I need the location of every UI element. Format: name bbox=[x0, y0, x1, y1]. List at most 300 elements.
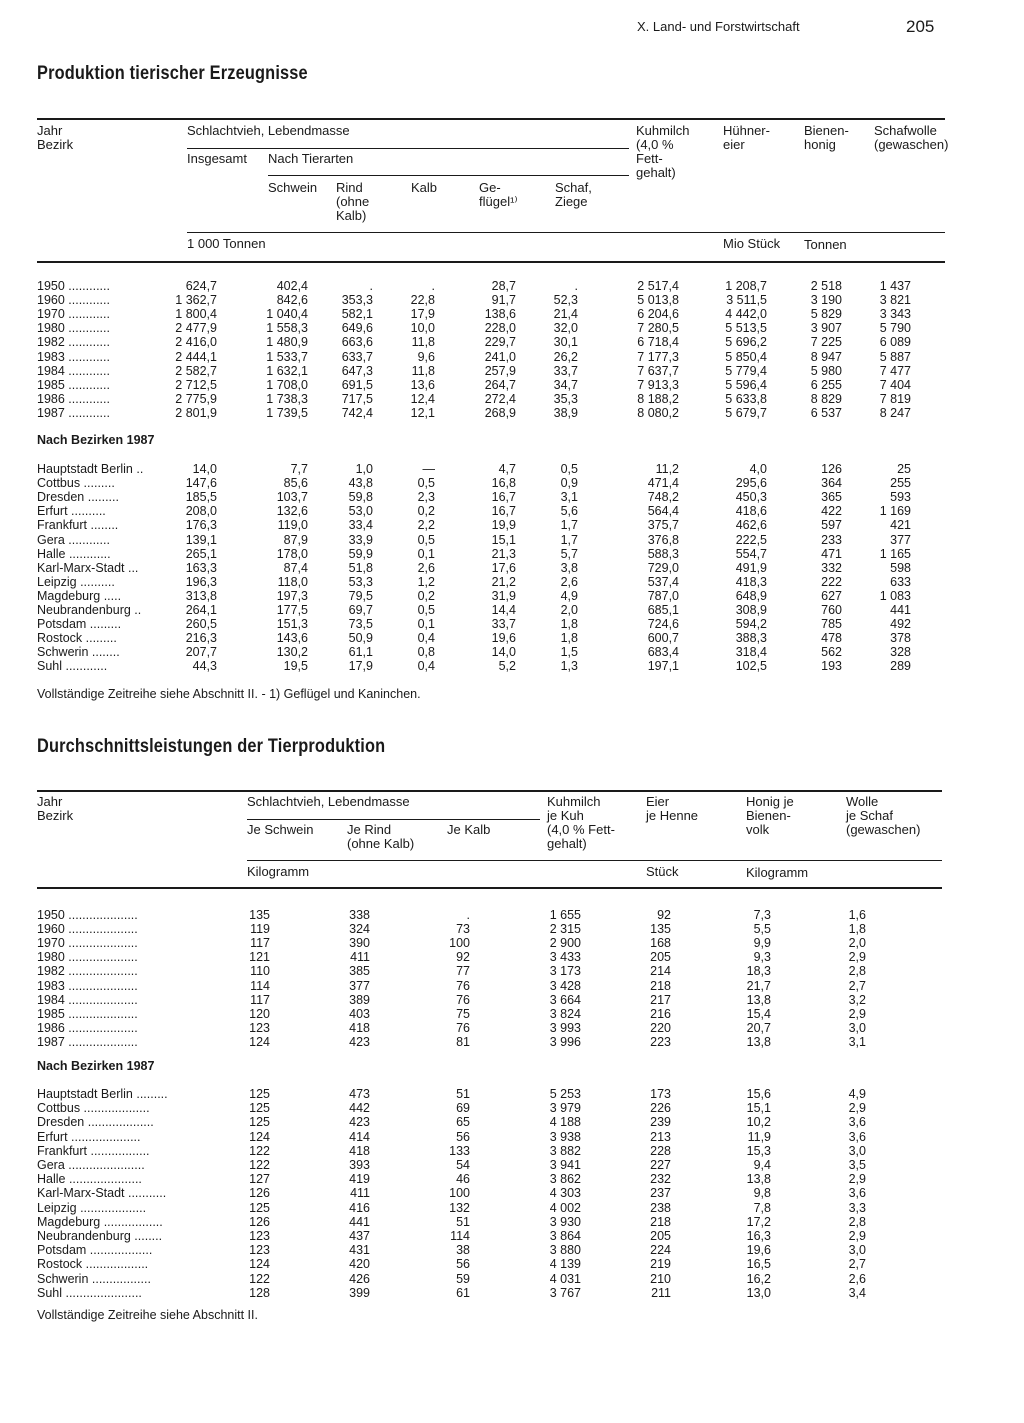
cell-value: 3 428 bbox=[549, 978, 581, 993]
cell-value: 1,8 bbox=[848, 922, 866, 937]
cell-value: 3,6 bbox=[848, 1115, 866, 1130]
cell-value: 416 bbox=[349, 1200, 370, 1215]
cell-value: 462,6 bbox=[735, 518, 767, 533]
table-row bbox=[37, 1243, 987, 1257]
row-label: Cottbus ......... bbox=[37, 476, 115, 491]
cell-value: 135 bbox=[650, 922, 671, 937]
t2-header-schlachtvieh: Schlachtvieh, Lebendmasse bbox=[247, 794, 410, 809]
cell-value: 35,3 bbox=[553, 391, 578, 406]
cell-value: 34,7 bbox=[553, 377, 578, 392]
cell-value: 3,5 bbox=[848, 1158, 866, 1172]
row-label: Leipzig ................... bbox=[37, 1200, 147, 1215]
cell-value: 228,0 bbox=[484, 321, 516, 336]
t2-rule-units-bottom bbox=[37, 887, 942, 889]
cell-value: 4,9 bbox=[560, 588, 578, 603]
cell-value: 76 bbox=[456, 978, 470, 993]
table-row bbox=[37, 279, 987, 293]
cell-value: 38,9 bbox=[553, 405, 578, 420]
cell-value: 122 bbox=[249, 1271, 270, 1286]
cell-value: 13,8 bbox=[746, 1034, 771, 1049]
cell-value: 2 315 bbox=[549, 922, 581, 937]
row-label: Dresden ................... bbox=[37, 1115, 154, 1130]
t1-unit-tonnen2: Tonnen bbox=[804, 237, 847, 252]
cell-value: 26,2 bbox=[553, 349, 578, 364]
cell-value: — bbox=[422, 462, 435, 476]
cell-value: 338 bbox=[349, 908, 370, 922]
cell-value: 17,9 bbox=[348, 659, 373, 674]
cell-value: 3 864 bbox=[549, 1229, 581, 1243]
cell-value: 130,2 bbox=[276, 645, 308, 660]
cell-value: 364 bbox=[821, 476, 842, 491]
t2-rule-schlachtvieh bbox=[247, 819, 540, 820]
cell-value: 51,8 bbox=[348, 560, 373, 575]
table-row bbox=[37, 1286, 987, 1300]
cell-value: 13,0 bbox=[746, 1285, 771, 1300]
cell-value: 69,7 bbox=[348, 603, 373, 617]
cell-value: 3,6 bbox=[848, 1186, 866, 1201]
cell-value: 1,8 bbox=[560, 617, 578, 632]
cell-value: 0,2 bbox=[417, 504, 435, 519]
cell-value: 2 477,9 bbox=[175, 321, 217, 336]
cell-value: 15,6 bbox=[746, 1087, 771, 1101]
row-label: Hauptstadt Berlin .. bbox=[37, 462, 144, 476]
cell-value: 3 511,5 bbox=[726, 293, 767, 308]
cell-value: 1 437 bbox=[879, 279, 911, 293]
table-row bbox=[37, 1215, 987, 1229]
row-label: Magdeburg ................. bbox=[37, 1214, 163, 1229]
cell-value: 627 bbox=[821, 588, 842, 603]
cell-value: 59,8 bbox=[348, 490, 373, 505]
row-label: 1950 .................... bbox=[37, 908, 138, 922]
cell-value: 3,1 bbox=[848, 1034, 866, 1049]
cell-value: 1 362,7 bbox=[175, 293, 217, 308]
cell-value: 2 444,1 bbox=[175, 349, 217, 364]
cell-value: 9,6 bbox=[417, 349, 435, 364]
row-label: 1960 ............ bbox=[37, 293, 110, 308]
cell-value: 422 bbox=[821, 504, 842, 519]
cell-value: 12,4 bbox=[410, 391, 435, 406]
table-row bbox=[37, 1158, 987, 1172]
cell-value: 4 442,0 bbox=[725, 307, 767, 322]
cell-value: 51 bbox=[456, 1087, 470, 1101]
table-row bbox=[37, 1186, 987, 1200]
cell-value: 125 bbox=[249, 1087, 270, 1101]
cell-value: 3 433 bbox=[549, 950, 581, 965]
cell-value: 100 bbox=[449, 1186, 470, 1201]
table-row bbox=[37, 659, 987, 673]
cell-value: 0,5 bbox=[560, 462, 578, 476]
cell-value: 21,2 bbox=[491, 574, 516, 589]
table-row bbox=[37, 392, 987, 406]
cell-value: 237 bbox=[650, 1186, 671, 1201]
cell-value: 185,5 bbox=[185, 490, 217, 505]
row-label: 1982 ............ bbox=[37, 335, 110, 350]
cell-value: 3 767 bbox=[549, 1285, 581, 1300]
cell-value: 125 bbox=[249, 1115, 270, 1130]
cell-value: 564,4 bbox=[647, 504, 679, 519]
cell-value: 1,8 bbox=[560, 631, 578, 646]
cell-value: 1 632,1 bbox=[266, 363, 308, 378]
t2-unit-kg2: Kilogramm bbox=[746, 865, 809, 880]
cell-value: 197,1 bbox=[647, 659, 679, 674]
cell-value: 4 031 bbox=[549, 1271, 581, 1286]
cell-value: 648,9 bbox=[735, 588, 767, 603]
cell-value: 16,7 bbox=[491, 490, 516, 505]
cell-value: 318,4 bbox=[735, 645, 767, 660]
cell-value: 11,2 bbox=[655, 462, 679, 476]
cell-value: 128 bbox=[249, 1285, 270, 1300]
row-label: Suhl ...................... bbox=[37, 1285, 142, 1300]
t1-unit-tonnen: 1 000 Tonnen bbox=[187, 236, 266, 251]
page-number: 205 bbox=[906, 17, 935, 36]
row-label: Gera ............ bbox=[37, 532, 110, 547]
table-row bbox=[37, 476, 987, 490]
cell-value: 663,6 bbox=[341, 335, 373, 350]
cell-value: 73 bbox=[456, 922, 470, 937]
cell-value: 122 bbox=[249, 1158, 270, 1172]
cell-value: 2 582,7 bbox=[175, 363, 217, 378]
cell-value: 4 139 bbox=[549, 1257, 581, 1272]
cell-value: 7,3 bbox=[753, 908, 771, 922]
cell-value: 76 bbox=[456, 992, 470, 1007]
cell-value: 11,8 bbox=[411, 335, 435, 350]
cell-value: 0,5 bbox=[417, 532, 435, 547]
t2-header-eier: Eier je Henne bbox=[646, 794, 699, 823]
cell-value: 426 bbox=[349, 1271, 370, 1286]
cell-value: 1 083 bbox=[879, 588, 911, 603]
cell-value: 32,0 bbox=[553, 321, 578, 336]
table-row bbox=[37, 964, 987, 978]
t1-header-gefluegel: Ge- flügel¹⁾ bbox=[479, 180, 518, 209]
cell-value: 16,3 bbox=[746, 1229, 771, 1243]
cell-value: 193 bbox=[821, 659, 842, 674]
cell-value: 16,5 bbox=[746, 1257, 771, 1272]
cell-value: 377 bbox=[349, 978, 370, 993]
cell-value: 61,1 bbox=[348, 645, 373, 660]
row-label: Potsdam ......... bbox=[37, 617, 122, 632]
cell-value: 7 819 bbox=[879, 391, 911, 406]
table-row bbox=[37, 1272, 987, 1286]
cell-value: 7 477 bbox=[879, 363, 911, 378]
t1-header-huehnereier: Hühner- eier bbox=[723, 123, 770, 152]
table-row bbox=[37, 518, 987, 532]
cell-value: 52,3 bbox=[553, 293, 578, 308]
cell-value: 5 696,2 bbox=[725, 335, 767, 350]
cell-value: 114 bbox=[450, 1229, 470, 1243]
cell-value: 232 bbox=[650, 1172, 671, 1187]
cell-value: 2,6 bbox=[848, 1271, 866, 1286]
table-row bbox=[37, 504, 987, 518]
cell-value: 4,7 bbox=[498, 462, 516, 476]
cell-value: 5 779,4 bbox=[725, 363, 767, 378]
cell-value: 420 bbox=[349, 1257, 370, 1272]
cell-value: 213 bbox=[650, 1129, 671, 1144]
row-label: Magdeburg ..... bbox=[37, 588, 122, 603]
cell-value: 554,7 bbox=[735, 546, 767, 561]
cell-value: 233 bbox=[821, 532, 842, 547]
cell-value: 2 517,4 bbox=[637, 279, 679, 293]
cell-value: 2,7 bbox=[848, 978, 866, 993]
cell-value: 77 bbox=[456, 964, 470, 979]
cell-value: 59,9 bbox=[348, 546, 373, 561]
cell-value: 33,7 bbox=[491, 617, 516, 632]
cell-value: 353,3 bbox=[341, 293, 373, 308]
cell-value: 125 bbox=[249, 1200, 270, 1215]
t1-rule-schlachtvieh bbox=[187, 148, 629, 149]
cell-value: 168 bbox=[650, 936, 671, 951]
cell-value: 219 bbox=[650, 1257, 671, 1272]
cell-value: 15,1 bbox=[491, 532, 516, 547]
cell-value: 31,9 bbox=[491, 588, 516, 603]
cell-value: 15,4 bbox=[746, 1006, 771, 1021]
cell-value: 377 bbox=[890, 532, 911, 547]
cell-value: 2,9 bbox=[848, 1229, 866, 1243]
cell-value: 7 177,3 bbox=[637, 349, 679, 364]
cell-value: 0,2 bbox=[417, 588, 435, 603]
cell-value: 61 bbox=[456, 1285, 470, 1300]
cell-value: 3 862 bbox=[549, 1172, 581, 1187]
t2-header-je-schwein: Je Schwein bbox=[247, 822, 314, 837]
cell-value: 143,6 bbox=[276, 631, 308, 646]
cell-value: 81 bbox=[456, 1034, 470, 1049]
t1-header-jahr: Jahr Bezirk bbox=[37, 123, 74, 152]
cell-value: 1 533,7 bbox=[266, 349, 308, 364]
cell-value: 56 bbox=[456, 1129, 470, 1144]
cell-value: 375,7 bbox=[647, 518, 679, 533]
cell-value: 365 bbox=[821, 490, 842, 505]
table-row bbox=[37, 561, 987, 575]
cell-value: 1,2 bbox=[417, 574, 435, 589]
cell-value: 5 980 bbox=[810, 363, 842, 378]
table-row bbox=[37, 293, 987, 307]
cell-value: 289 bbox=[890, 659, 911, 674]
cell-value: 8 080,2 bbox=[637, 405, 679, 420]
table-row bbox=[37, 1021, 987, 1035]
cell-value: 5,7 bbox=[560, 546, 578, 561]
cell-value: 123 bbox=[249, 1020, 270, 1035]
row-label: 1985 .................... bbox=[37, 1006, 138, 1021]
cell-value: 92 bbox=[657, 908, 671, 922]
cell-value: 9,9 bbox=[753, 936, 771, 951]
cell-value: 16,7 bbox=[491, 504, 516, 519]
cell-value: 5,6 bbox=[560, 504, 578, 519]
cell-value: 5,5 bbox=[753, 922, 771, 937]
cell-value: 3,3 bbox=[848, 1200, 866, 1215]
table-row bbox=[37, 364, 987, 378]
cell-value: 118,0 bbox=[277, 574, 308, 589]
cell-value: 197,3 bbox=[276, 588, 308, 603]
cell-value: 214 bbox=[650, 964, 671, 979]
row-label: Halle ............ bbox=[37, 546, 111, 561]
cell-value: 1 800,4 bbox=[175, 307, 217, 322]
row-label: 1970 .................... bbox=[37, 936, 138, 951]
cell-value: 441 bbox=[349, 1214, 370, 1229]
cell-value: 10,0 bbox=[410, 321, 435, 336]
cell-value: 1,7 bbox=[560, 518, 578, 533]
cell-value: 216 bbox=[650, 1006, 671, 1021]
table2-title: Durchschnittsleistungen der Tierproduktion bbox=[37, 736, 386, 757]
cell-value: 0,1 bbox=[417, 546, 435, 561]
cell-value: 1 558,3 bbox=[266, 321, 308, 336]
row-label: Leipzig .......... bbox=[37, 574, 115, 589]
cell-value: 177,5 bbox=[276, 603, 308, 617]
cell-value: 135 bbox=[249, 908, 270, 922]
cell-value: 196,3 bbox=[185, 574, 217, 589]
cell-value: 147,6 bbox=[185, 476, 217, 491]
cell-value: 2 900 bbox=[549, 936, 581, 951]
cell-value: 5,2 bbox=[498, 659, 516, 674]
cell-value: 257,9 bbox=[484, 363, 516, 378]
cell-value: 4 002 bbox=[549, 1200, 581, 1215]
cell-value: 423 bbox=[349, 1115, 370, 1130]
cell-value: 25 bbox=[897, 462, 911, 476]
row-label: Hauptstadt Berlin ......... bbox=[37, 1087, 168, 1101]
cell-value: 3,8 bbox=[560, 560, 578, 575]
t1-rule-tierarten bbox=[268, 175, 629, 176]
cell-value: 402,4 bbox=[276, 279, 308, 293]
cell-value: 7 225 bbox=[810, 335, 842, 350]
cell-value: 122 bbox=[249, 1143, 270, 1158]
table-row bbox=[37, 307, 987, 321]
cell-value: 220 bbox=[650, 1020, 671, 1035]
cell-value: 598 bbox=[890, 560, 911, 575]
table-row bbox=[37, 993, 987, 1007]
cell-value: 205 bbox=[650, 1229, 671, 1243]
cell-value: 717,5 bbox=[341, 391, 373, 406]
cell-value: 178,0 bbox=[276, 546, 308, 561]
cell-value: 205 bbox=[650, 950, 671, 965]
cell-value: 3,1 bbox=[560, 490, 578, 505]
cell-value: 7 280,5 bbox=[637, 321, 679, 336]
cell-value: 376,8 bbox=[647, 532, 679, 547]
row-label: Frankfurt ........ bbox=[37, 518, 119, 533]
cell-value: 3 996 bbox=[549, 1034, 581, 1049]
table-row bbox=[37, 979, 987, 993]
cell-value: 418 bbox=[349, 1020, 370, 1035]
cell-value: 388,3 bbox=[735, 631, 767, 646]
cell-value: 399 bbox=[349, 1285, 370, 1300]
cell-value: 2 712,5 bbox=[175, 377, 217, 392]
table-row bbox=[37, 462, 987, 476]
cell-value: 1,3 bbox=[560, 659, 578, 674]
row-label: 1960 .................... bbox=[37, 922, 138, 937]
cell-value: 2,7 bbox=[848, 1257, 866, 1272]
cell-value: 328 bbox=[890, 645, 911, 660]
table2-top-rule bbox=[37, 790, 942, 792]
cell-value: 123 bbox=[249, 1229, 270, 1243]
cell-value: 1 040,4 bbox=[266, 307, 308, 322]
cell-value: 6 089 bbox=[879, 335, 911, 350]
table-row bbox=[37, 350, 987, 364]
cell-value: 3 930 bbox=[549, 1214, 581, 1229]
table2-footnote: Vollständige Zeitreihe siehe Abschnitt II. bbox=[37, 1308, 258, 1322]
cell-value: 33,7 bbox=[553, 363, 578, 378]
cell-value: 3 824 bbox=[549, 1006, 581, 1021]
cell-value: 2 518 bbox=[810, 279, 842, 293]
cell-value: 120 bbox=[249, 1006, 270, 1021]
cell-value: 471,4 bbox=[647, 476, 679, 491]
row-label: 1980 ............ bbox=[37, 321, 110, 336]
cell-value: 419 bbox=[349, 1172, 370, 1187]
cell-value: 13,8 bbox=[746, 992, 771, 1007]
cell-value: 217 bbox=[650, 992, 671, 1007]
t2-unit-kg: Kilogramm bbox=[247, 864, 310, 879]
row-label: Erfurt .......... bbox=[37, 504, 106, 519]
cell-value: 442 bbox=[349, 1101, 370, 1116]
cell-value: 2 416,0 bbox=[175, 335, 217, 350]
cell-value: 50,9 bbox=[348, 631, 373, 646]
t1-header-schlachtvieh: Schlachtvieh, Lebendmasse bbox=[187, 123, 350, 138]
cell-value: 492 bbox=[890, 617, 911, 632]
cell-value: 92 bbox=[456, 950, 470, 965]
cell-value: 2,9 bbox=[848, 950, 866, 965]
cell-value: 313,8 bbox=[185, 588, 217, 603]
cell-value: 10,2 bbox=[746, 1115, 771, 1130]
row-label: Karl-Marx-Stadt ... bbox=[37, 560, 139, 575]
cell-value: 218 bbox=[650, 978, 671, 993]
cell-value: 691,5 bbox=[341, 377, 373, 392]
table1-footnote: Vollständige Zeitreihe siehe Abschnitt II. - 1) Geflügel und Kaninchen. bbox=[37, 687, 421, 701]
cell-value: 14,0 bbox=[491, 645, 516, 660]
cell-value: 43,8 bbox=[348, 476, 373, 491]
cell-value: 208,0 bbox=[185, 504, 217, 519]
cell-value: 7 913,3 bbox=[637, 377, 679, 392]
t1-header-insgesamt: Insgesamt bbox=[187, 151, 247, 166]
cell-value: 389 bbox=[349, 992, 370, 1007]
t1-rule-units-bottom bbox=[37, 261, 945, 263]
cell-value: 260,5 bbox=[185, 617, 217, 632]
cell-value: 582,1 bbox=[341, 307, 373, 322]
cell-value: 222 bbox=[821, 574, 842, 589]
cell-value: 17,9 bbox=[410, 307, 435, 322]
cell-value: 123 bbox=[249, 1243, 270, 1258]
cell-value: 222,5 bbox=[735, 532, 767, 547]
row-label: Rostock ......... bbox=[37, 631, 117, 646]
cell-value: 0,5 bbox=[417, 476, 435, 491]
row-label: 1986 ............ bbox=[37, 391, 110, 406]
cell-value: 729,0 bbox=[647, 560, 679, 575]
cell-value: 53,0 bbox=[348, 504, 373, 519]
table1-title: Produktion tierischer Erzeugnisse bbox=[37, 63, 308, 84]
cell-value: 431 bbox=[349, 1243, 370, 1258]
cell-value: 9,4 bbox=[753, 1158, 771, 1172]
cell-value: 119 bbox=[250, 922, 270, 937]
t1-header-schwein: Schwein bbox=[268, 180, 318, 195]
cell-value: 594,2 bbox=[735, 617, 767, 632]
table-row bbox=[37, 533, 987, 547]
cell-value: 0,9 bbox=[560, 476, 578, 491]
row-label: 1980 .................... bbox=[37, 950, 138, 965]
cell-value: 73,5 bbox=[348, 617, 373, 632]
cell-value: 21,3 bbox=[491, 546, 516, 561]
cell-value: 53,3 bbox=[348, 574, 373, 589]
cell-value: 1 738,3 bbox=[266, 391, 308, 406]
cell-value: 649,6 bbox=[341, 321, 373, 336]
t1-header-bienenhonig: Bienen- honig bbox=[804, 123, 849, 152]
cell-value: 478 bbox=[821, 631, 842, 646]
cell-value: 842,6 bbox=[276, 293, 308, 308]
cell-value: 787,0 bbox=[647, 588, 679, 603]
cell-value: 7 637,7 bbox=[637, 363, 679, 378]
cell-value: 5 596,4 bbox=[725, 377, 767, 392]
cell-value: 647,3 bbox=[341, 363, 373, 378]
cell-value: 87,9 bbox=[283, 532, 308, 547]
cell-value: 3,6 bbox=[848, 1129, 866, 1144]
cell-value: 16,2 bbox=[746, 1271, 771, 1286]
cell-value: 597 bbox=[821, 518, 842, 533]
cell-value: 3,4 bbox=[848, 1285, 866, 1300]
cell-value: 5 679,7 bbox=[725, 405, 767, 420]
